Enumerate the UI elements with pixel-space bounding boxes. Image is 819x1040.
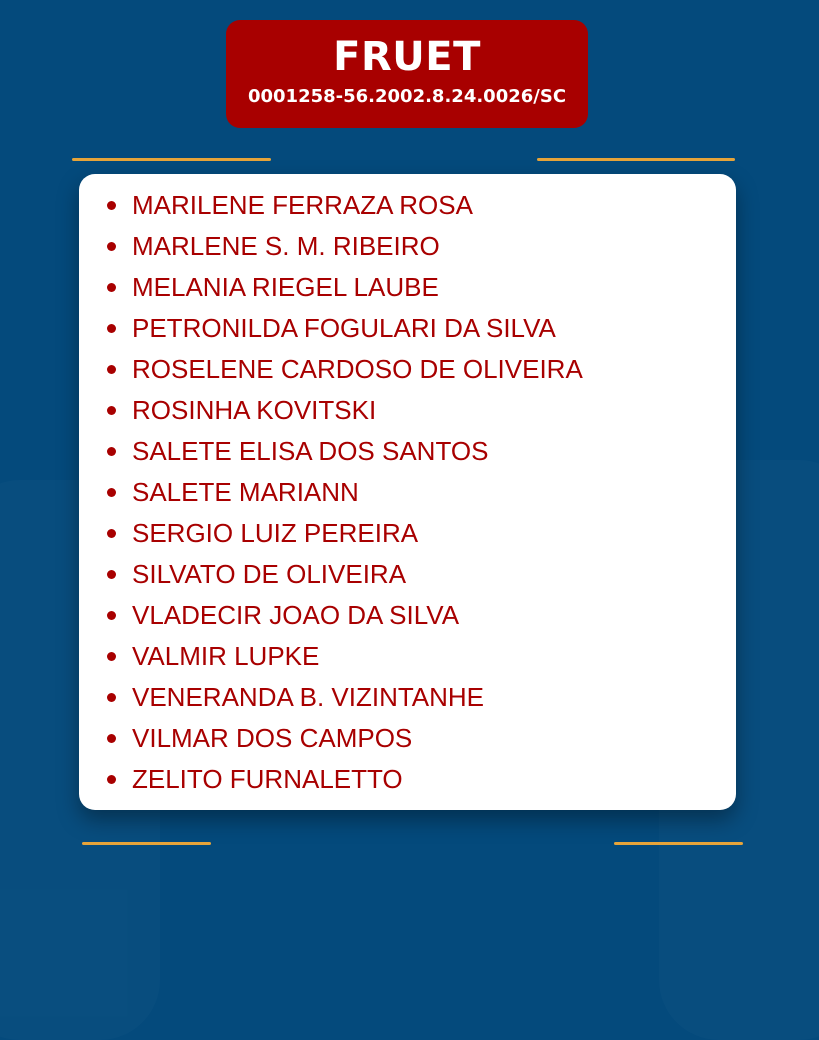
- list-item-label: MELANIA RIEGEL LAUBE: [132, 272, 439, 302]
- title-banner: [226, 20, 588, 128]
- bullet-icon: [107, 652, 116, 661]
- bullet-icon: [107, 611, 116, 620]
- list-item: [107, 185, 726, 226]
- list-item-label: SILVATO DE OLIVEIRA: [132, 559, 407, 589]
- list-item: [107, 390, 726, 431]
- list-item: [107, 759, 726, 800]
- names-card: [79, 174, 736, 810]
- list-item: [107, 677, 726, 718]
- names-list: [107, 185, 726, 800]
- list-item-label: VILMAR DOS CAMPOS: [132, 723, 413, 753]
- bullet-icon: [107, 365, 116, 374]
- list-item: [107, 513, 726, 554]
- bullet-icon: [107, 242, 116, 251]
- list-item-label: SALETE ELISA DOS SANTOS: [132, 436, 489, 466]
- list-item: [107, 308, 726, 349]
- list-item-label: ZELITO FURNALETTO: [132, 764, 403, 794]
- list-item-label: VENERANDA B. VIZINTANHE: [132, 682, 485, 712]
- list-item: [107, 226, 726, 267]
- divider-top-left: [72, 158, 271, 161]
- list-item-label: MARLENE S. M. RIBEIRO: [132, 231, 440, 261]
- case-number: 0001258-56.2002.8.24.0026/SC: [247, 86, 567, 107]
- bullet-icon: [107, 201, 116, 210]
- list-item-label: PETRONILDA FOGULARI DA SILVA: [132, 313, 556, 343]
- bullet-icon: [107, 734, 116, 743]
- list-item: [107, 595, 726, 636]
- list-item: [107, 718, 726, 759]
- list-item-label: SALETE MARIANN: [132, 477, 359, 507]
- bullet-icon: [107, 775, 116, 784]
- bullet-icon: [107, 283, 116, 292]
- list-item: [107, 267, 726, 308]
- list-item-label: ROSELENE CARDOSO DE OLIVEIRA: [132, 354, 583, 384]
- list-item: [107, 636, 726, 677]
- list-item-label: ROSINHA KOVITSKI: [132, 395, 377, 425]
- page-title: FRUET: [333, 34, 481, 80]
- divider-top-right: [537, 158, 735, 161]
- bullet-icon: [107, 488, 116, 497]
- bullet-icon: [107, 570, 116, 579]
- bullet-icon: [107, 693, 116, 702]
- divider-bottom-right: [614, 842, 743, 845]
- bullet-icon: [107, 406, 116, 415]
- list-item-label: VALMIR LUPKE: [132, 641, 320, 671]
- bullet-icon: [107, 447, 116, 456]
- list-item: [107, 472, 726, 513]
- list-item-label: MARILENE FERRAZA ROSA: [132, 190, 473, 220]
- list-item: [107, 349, 726, 390]
- list-item: [107, 431, 726, 472]
- bullet-icon: [107, 324, 116, 333]
- bullet-icon: [107, 529, 116, 538]
- list-item-label: SERGIO LUIZ PEREIRA: [132, 518, 419, 548]
- divider-bottom-left: [82, 842, 211, 845]
- list-item-label: VLADECIR JOAO DA SILVA: [132, 600, 460, 630]
- list-item: [107, 554, 726, 595]
